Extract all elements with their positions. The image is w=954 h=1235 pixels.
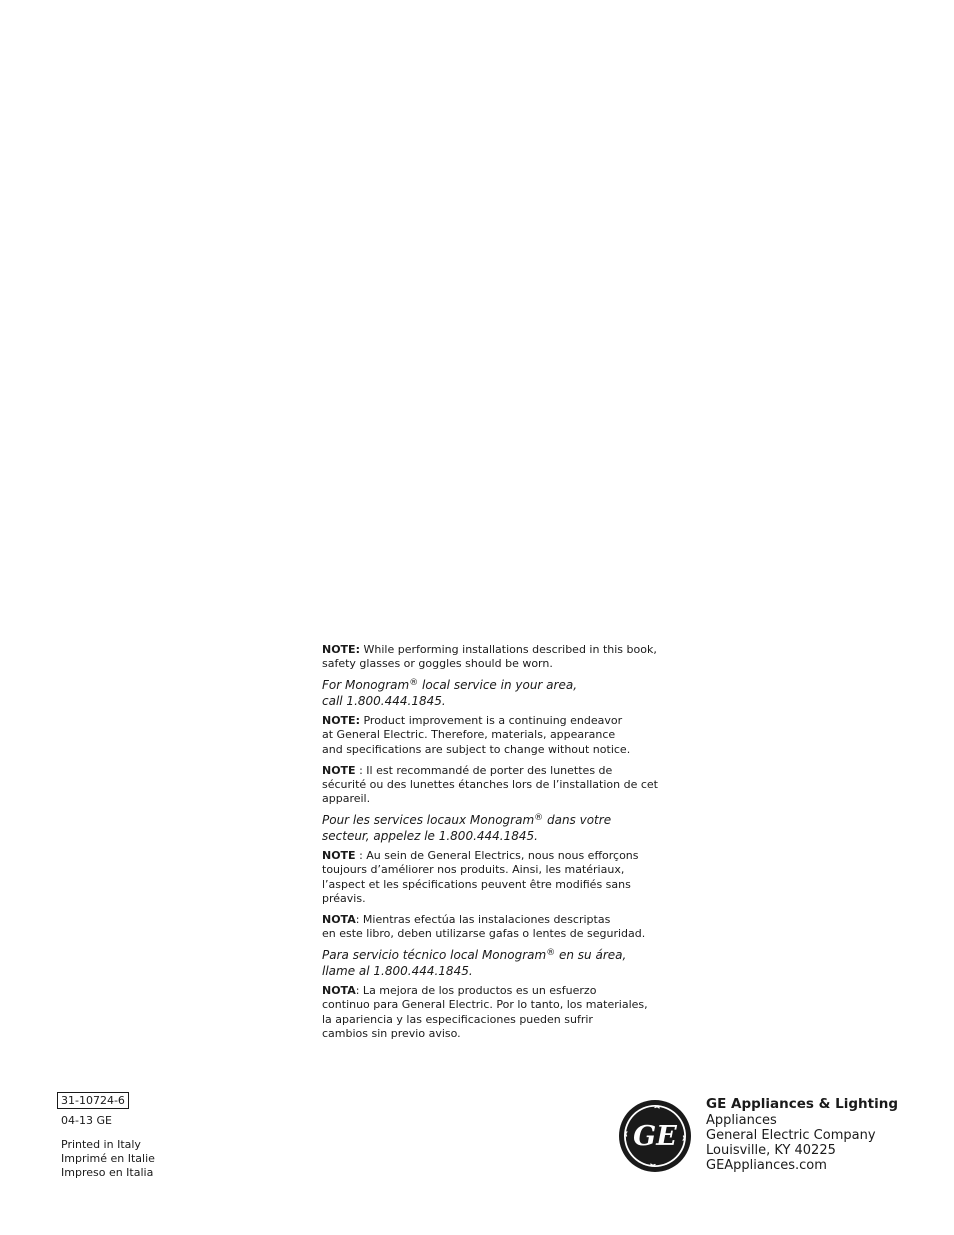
registered-mark: ® xyxy=(546,948,556,959)
registered-mark: ® xyxy=(409,678,419,689)
registered-mark: ® xyxy=(534,813,544,824)
company-website: GEAppliances.com xyxy=(706,1158,827,1173)
note-text: sécurité ou des lunettes étanches lors de l’installation de cet xyxy=(322,778,658,792)
note-text: at General Electric. Therefore, materials, appearance xyxy=(322,728,616,742)
note-fr-safety xyxy=(322,763,658,807)
company-brand: GE Appliances & Lighting xyxy=(706,1096,898,1112)
service-phone-number: call 1.800.444.1845. xyxy=(322,693,446,708)
company-address-block xyxy=(706,1096,898,1173)
note-label: NOTE xyxy=(322,849,356,863)
part-number-box: 31-10724-6 xyxy=(57,1092,129,1109)
service-phone-number: secteur, appelez le 1.800.444.1845. xyxy=(322,828,538,843)
service-text: en su área, xyxy=(555,948,627,963)
company-division: Appliances xyxy=(706,1113,777,1128)
note-label: NOTA xyxy=(322,984,356,998)
company-name: General Electric Company xyxy=(706,1128,876,1143)
service-text: local service in your area, xyxy=(418,678,578,693)
service-phone-fr xyxy=(322,813,652,844)
note-label: NOTA xyxy=(322,913,356,927)
date-code: 04-13 GE xyxy=(61,1114,112,1127)
note-label: NOTE: xyxy=(322,714,360,728)
note-text: continuo para General Electric. Por lo tanto, los materiales, xyxy=(322,998,648,1012)
note-text: : Mientras efectúa las instalaciones descriptas xyxy=(355,913,611,927)
note-text: l’aspect et les spécifications peuvent être modifiés sans xyxy=(322,877,631,891)
note-en-safety xyxy=(322,643,657,671)
note-text: : La mejora de los productos es un esfuerzo xyxy=(355,984,597,998)
note-text: cambios sin previo aviso. xyxy=(322,1026,461,1040)
note-label: NOTE xyxy=(322,763,356,777)
note-text: la apariencia y las especificaciones pueden sufrir xyxy=(322,1012,593,1026)
note-fr-improvement xyxy=(322,849,652,906)
service-phone-number: llame al 1.800.444.1845. xyxy=(322,963,473,978)
notes-block xyxy=(322,643,658,1048)
note-text: While performing installations described in this book, xyxy=(359,643,657,656)
service-text: For Monogram xyxy=(322,678,410,693)
note-text: : Au sein de General Electrics, nous nous efforçons xyxy=(355,849,639,863)
printed-in-en: Printed in Italy xyxy=(61,1138,141,1151)
note-es-improvement xyxy=(322,984,652,1041)
company-city: Louisville, KY 40225 xyxy=(706,1143,836,1158)
note-text: en este libro, deben utilizarse gafas o lentes de seguridad. xyxy=(322,927,646,941)
printed-in-es: Impreso en Italia xyxy=(61,1166,154,1180)
note-label: NOTE: xyxy=(322,643,360,656)
service-phone-es xyxy=(322,948,652,979)
note-text: appareil. xyxy=(322,792,371,806)
service-text: dans votre xyxy=(543,813,612,828)
note-en-improvement xyxy=(322,714,652,757)
note-text: and specifications are subject to change without notice. xyxy=(322,742,631,756)
ge-monogram-logo-icon xyxy=(618,1099,692,1173)
note-es-safety xyxy=(322,913,652,941)
printed-in-fr: Imprimé en Italie xyxy=(61,1152,155,1166)
service-text: Para servicio técnico local Monogram xyxy=(322,948,547,963)
ge-logo-letters: GE xyxy=(633,1121,677,1152)
note-text: toujours d’améliorer nos produits. Ainsi, les matériaux, xyxy=(322,863,625,877)
note-text: : Il est recommandé de porter des lunettes de xyxy=(355,763,613,777)
note-text: safety glasses or goggles should be worn. xyxy=(322,657,553,671)
service-phone-en xyxy=(322,678,652,709)
note-text: préavis. xyxy=(322,891,366,905)
note-text: Product improvement is a continuing endeavor xyxy=(359,714,623,728)
printed-in-block xyxy=(61,1138,155,1181)
service-text: Pour les services locaux Monogram xyxy=(322,813,535,828)
